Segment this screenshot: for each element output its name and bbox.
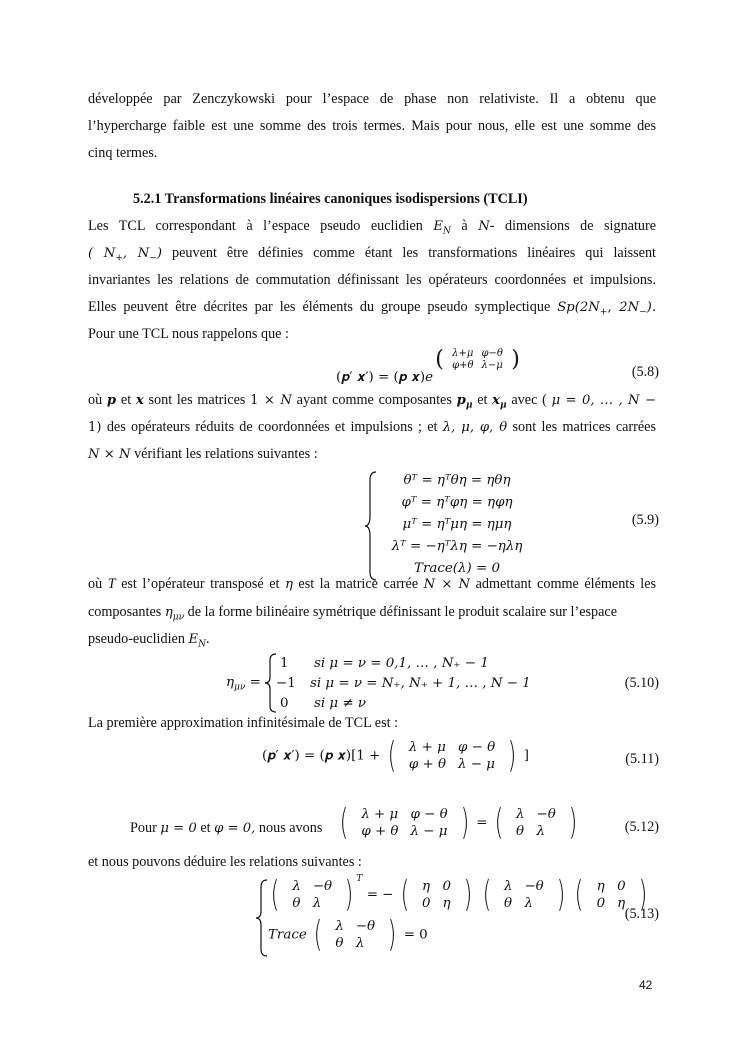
matrix-cell: φ + θ (361, 824, 399, 839)
text-fragment: admettant comme éléments les (475, 576, 657, 592)
text-fragment: est l’opérateur transposé et (121, 576, 280, 592)
text-line (88, 298, 656, 322)
equals-sign: = (476, 815, 488, 831)
math-base: η (226, 675, 235, 690)
matrix-cell: −θ (536, 807, 556, 822)
matrix-cell: φ+θ (452, 359, 474, 371)
matrix-table (286, 878, 338, 912)
math-symbol: μ = 0, … , N − (551, 393, 657, 408)
text-fragment: et (477, 392, 488, 408)
matrix-table (510, 806, 562, 840)
case-row (280, 694, 531, 714)
text-fragment: à (461, 218, 468, 234)
math-subscript: N (198, 639, 206, 650)
equation-5-10-cases (276, 654, 531, 714)
matrix-table (448, 348, 507, 372)
matrix-cell: η (617, 896, 626, 911)
left-paren: ( (387, 735, 396, 776)
equation-tail: ] (523, 748, 530, 764)
math-symbol: 1 × N (250, 393, 292, 408)
math-symbol: N (478, 219, 490, 234)
matrix-cell: 0 (596, 896, 606, 911)
math-subscript: μν (234, 682, 246, 693)
matrix-cell: λ (292, 879, 301, 894)
text-fragment: Elles peuvent être décrites par les éléments du groupe pseudo symplectique (88, 299, 551, 315)
right-paren: ) (508, 735, 517, 776)
equation-lhs: (𝒑′ 𝒙′) = (𝒑 𝒙)[1 + (262, 748, 381, 764)
matrix-cell: θ (516, 824, 525, 839)
math-symbol: η (284, 577, 293, 592)
system-row: Trace(λ) = 0 (414, 561, 500, 576)
right-paren: ) (638, 874, 648, 915)
math-symbol: x (135, 393, 144, 408)
left-paren: ( (435, 347, 444, 372)
text-line (88, 217, 656, 241)
equation-number: (5.10) (624, 675, 659, 691)
case-condition: si μ = ν = N₊, N₊ + 1, … , N − 1 (310, 676, 531, 691)
equation-5-9 (382, 470, 532, 580)
math-symbol: p (106, 393, 117, 408)
case-condition: si μ ≠ ν (314, 696, 366, 711)
matrix-cell: λ − μ (458, 757, 495, 772)
matrix-cell: θ (292, 896, 301, 911)
matrix-cell: 0 (617, 879, 626, 894)
math-base: E (188, 632, 199, 647)
matrix-cell: λ (312, 896, 322, 911)
matrix-cell: η (442, 896, 451, 911)
matrix-table (403, 739, 501, 773)
math-symbol: ( $N_+$, $N_-$) (88, 246, 162, 264)
right-paren: ) (556, 874, 566, 915)
equation-5-11 (262, 735, 530, 776)
equation-number: (5.8) (631, 364, 659, 380)
left-brace (364, 470, 378, 582)
text-fragment: des opérateurs réduits de coordonnées et impulsions ; et (106, 419, 438, 435)
case-value: 1 (280, 656, 289, 671)
right-paren: ) (388, 914, 397, 955)
math-symbol: λ, μ, φ, θ (442, 420, 508, 435)
case-value: 0 (280, 696, 289, 711)
text-fragment: où (88, 576, 103, 592)
system-row: φᵀ = ηᵀφη = ηφη (401, 495, 513, 510)
text-line (88, 445, 318, 464)
math-symbol: μ = 0 (160, 821, 197, 836)
matrix (337, 802, 472, 843)
right-paren: ) (568, 802, 578, 843)
matrix-cell: φ + θ (408, 757, 447, 772)
text-fragment: et (200, 820, 211, 836)
system-row: θᵀ = ηᵀθη = ηθη (403, 473, 511, 488)
equation-5-12 (337, 802, 580, 843)
right-paren: ) (460, 802, 470, 843)
matrix-cell: φ − θ (458, 740, 496, 755)
left-paren: ( (339, 802, 349, 843)
matrix-cell: λ (503, 879, 513, 894)
page-number: 42 (639, 978, 653, 992)
text-fragment: peuvent être définies comme étant les transformations linéaires qui laissent (172, 245, 656, 261)
left-brace (255, 878, 269, 958)
case-condition: si μ = ν = 0,1, … , N₊ − 1 (314, 656, 489, 671)
math-symbol: $x_\mu$ (492, 393, 507, 411)
system-row: λᵀ = −ηᵀλη = −ηλη (391, 539, 523, 554)
matrix-table (416, 878, 457, 912)
text-line (88, 575, 656, 594)
matrix-cell: λ (524, 896, 533, 911)
matrix-cell: φ − θ (410, 807, 448, 822)
text-fragment: de la forme bilinéaire symétrique définissant le produit scalaire sur l’espace (187, 604, 618, 620)
math-symbol (188, 632, 206, 650)
matrix-cell: −θ (355, 919, 376, 934)
matrix-cell: η (421, 879, 431, 894)
matrix-cell: −θ (312, 879, 333, 894)
equation-number: (5.11) (625, 751, 659, 767)
equation-number: (5.9) (631, 512, 659, 528)
math-symbol: N × N (423, 577, 471, 592)
text-fragment: pseudo-euclidien (88, 631, 185, 647)
matrix-table (329, 918, 381, 952)
text-fragment: T (107, 576, 116, 592)
matrix-table (355, 806, 453, 840)
text-line (88, 630, 210, 654)
math-symbol: φ = 0, (214, 821, 256, 836)
text-line: développée par Zenczykowski pour l’espace de phase non relativiste. Il a obtenu que (88, 91, 656, 107)
text-fragment: où (88, 392, 103, 408)
text-fragment: avec ( (511, 392, 547, 408)
left-paren: ( (494, 802, 503, 843)
matrix (480, 874, 568, 915)
text-fragment: - dimensions de signature (489, 218, 657, 234)
text-line (130, 819, 322, 838)
exponent-matrix (435, 347, 520, 372)
math-symbol (164, 605, 185, 623)
case-row (276, 674, 531, 694)
transpose-superscript: T (356, 874, 363, 885)
system-row: μᵀ = ηᵀμη = ημη (402, 517, 512, 532)
text-fragment: ayant comme composantes (296, 392, 452, 408)
left-paren: ( (270, 874, 280, 915)
left-paren: ( (482, 874, 491, 915)
matrix (492, 802, 580, 843)
matrix (398, 874, 476, 915)
text-line (88, 244, 656, 268)
text-fragment: . (205, 631, 210, 647)
matrix (385, 735, 520, 776)
equation-5-13-row1 (268, 874, 650, 915)
matrix-cell: −θ (524, 879, 544, 894)
equation-5-10-lhs: $\eta_{\mu\nu}$ = (226, 675, 261, 693)
text-line: invariantes les relations de commutation définissant les opérateurs coordonnées et impulsions. (88, 272, 656, 288)
text-fragment: composantes (88, 604, 162, 620)
trace-label: Trace (268, 927, 307, 943)
text-fragment: sont les matrices carrées (512, 419, 656, 435)
text-line: Pour une TCL nous rappelons que : (88, 326, 289, 342)
math-symbol: $E_N$ (433, 219, 451, 237)
matrix-cell: φ−θ (481, 347, 503, 359)
equation-lhs: (𝒑′ 𝒙′) = (𝒑 𝒙)𝑒 (336, 370, 433, 385)
text-line (88, 603, 617, 627)
math-symbol: 1) (88, 420, 102, 435)
text-line (88, 418, 656, 437)
case-value: −1 (276, 676, 296, 691)
matrix-cell: θ (503, 896, 512, 911)
text-fragment: Pour (130, 820, 157, 836)
matrix-cell: λ (516, 807, 525, 822)
text-line: et nous pouvons déduire les relations suivantes : (88, 854, 362, 870)
right-paren: ) (464, 874, 473, 915)
equation-number: (5.12) (624, 819, 659, 835)
left-paren: ( (313, 914, 323, 955)
math-subscript: μν (172, 612, 185, 623)
matrix-cell: η (596, 879, 605, 894)
equals-zero: = 0 (403, 927, 428, 943)
right-paren: ) (511, 347, 520, 372)
text-fragment: nous avons (258, 820, 323, 836)
matrix-cell: λ+μ (452, 347, 474, 359)
matrix (311, 914, 399, 955)
math-base: η (164, 605, 173, 620)
matrix-table (498, 878, 550, 912)
equation-5-8 (336, 347, 520, 385)
math-symbol: N × N (88, 447, 131, 462)
equation-5-13-row2 (268, 914, 428, 955)
case-row (280, 654, 531, 674)
math-symbol: $Sp(2N_+$, $2N_-$). (557, 300, 657, 318)
text-line: cinq termes. (88, 145, 158, 161)
left-paren: ( (575, 874, 584, 915)
equals-minus: = − (366, 887, 394, 903)
matrix (268, 874, 356, 915)
matrix-cell: λ−μ (481, 359, 503, 371)
right-paren: ) (345, 874, 354, 915)
matrix-cell: λ − μ (410, 824, 448, 839)
matrix-cell: λ (536, 824, 546, 839)
text-line: l’hypercharge faible est une somme des trois termes. Mais pour nous, elle est une somme des (88, 118, 656, 134)
text-fragment: vérifiant les relations suivantes : (134, 446, 318, 462)
math-symbol: $p_\mu$ (456, 393, 473, 411)
text-line: La première approximation infinitésimale de TCL est : (88, 715, 399, 731)
left-paren: ( (400, 874, 409, 915)
text-line (88, 391, 656, 415)
text-fragment: est la matrice carrée (298, 576, 419, 592)
matrix-cell: λ (355, 936, 365, 951)
matrix-cell: λ + μ (361, 807, 399, 822)
matrix-cell: θ (335, 936, 344, 951)
equation-number: (5.13) (624, 906, 659, 922)
matrix-cell: 0 (421, 896, 431, 911)
section-heading: 5.2.1 Transformations linéaires canoniques isodispersions (TCLI) (133, 191, 528, 207)
matrix-cell: λ + μ (408, 740, 446, 755)
text-fragment: Les TCL correspondant à l’espace pseudo euclidien (88, 218, 423, 234)
matrix-cell: 0 (442, 879, 452, 894)
matrix-cell: λ (335, 919, 344, 934)
text-fragment: et (120, 392, 132, 408)
text-fragment: sont les matrices (148, 392, 246, 408)
